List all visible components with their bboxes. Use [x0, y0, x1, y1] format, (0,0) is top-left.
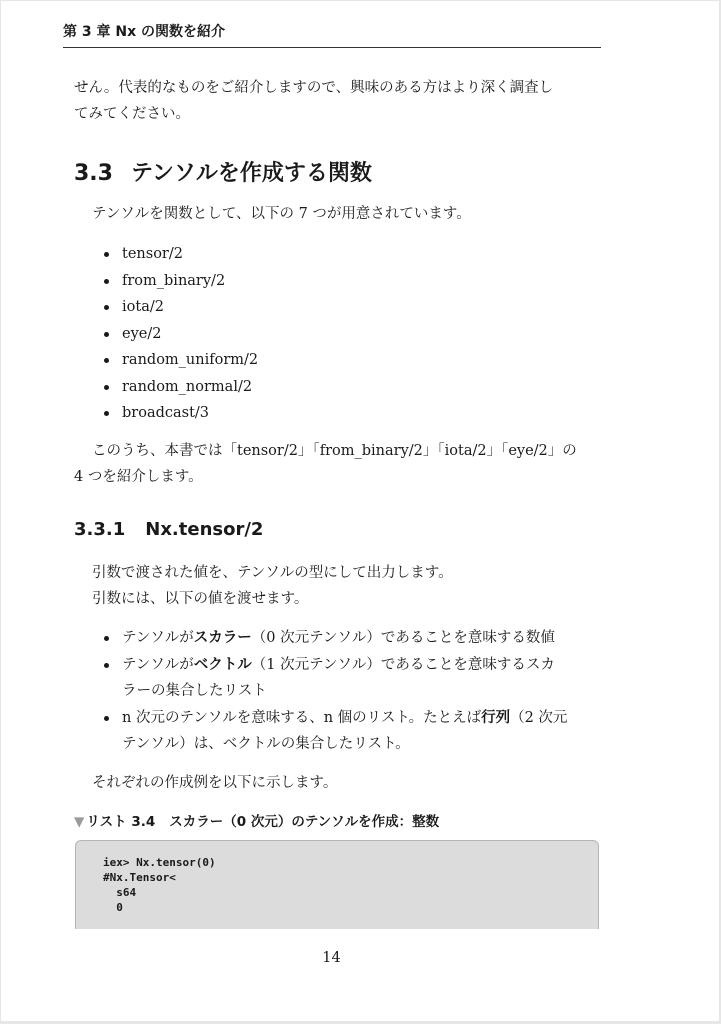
listing-caption — [74, 810, 439, 830]
bullet-icon — [104, 716, 109, 721]
subsection-heading — [74, 519, 263, 540]
intro-line-1: せん。代表的なものをご紹介しますので、興味のある方はより深く調査し — [74, 80, 554, 96]
running-header: 第 3 章 Nx の関数を紹介 — [63, 21, 601, 48]
summary-paragraph — [74, 438, 577, 490]
intro-line-2: てみてください。 — [74, 106, 190, 122]
list-item: iota/2 — [104, 294, 258, 321]
section-lead: テンソルを関数として、以下の 7 つが用意されています。 — [92, 206, 471, 222]
bullet-icon — [104, 332, 109, 337]
subsection-title: Nx.tensor/2 — [145, 519, 264, 540]
section-number: 3.3 — [74, 161, 113, 186]
subsection-paragraph — [92, 560, 453, 612]
summary-line-2: 4 つを紹介します。 — [74, 469, 203, 485]
list-item: random_normal/2 — [104, 374, 258, 401]
argument-list — [104, 625, 567, 758]
listing-title: スカラー（0 次元）のテンソルを作成：整数 — [169, 814, 440, 830]
list-item: テンソルがベクトル（1 次元テンソル）であることを意味するスカ ラーの集合したリスト — [104, 652, 567, 705]
bullet-icon — [104, 411, 109, 416]
code-block — [75, 840, 599, 929]
summary-line-1: このうち、本書では「tensor/2」「from_binary/2」「iota/2」「eye/2」の — [92, 443, 577, 459]
list-item: tensor/2 — [104, 241, 258, 268]
list-item: テンソルがスカラー（0 次元テンソル）であることを意味する数値 — [104, 625, 567, 652]
subsection-number: 3.3.1 — [74, 519, 126, 540]
list-item: n 次元のテンソルを意味する、n 個のリスト。たとえば行列（2 次元 テンソル）は、ベクトルの集合したリスト。 — [104, 705, 567, 758]
document-page — [1, 1, 719, 1021]
bullet-icon — [104, 252, 109, 257]
bullet-icon — [104, 663, 109, 668]
list-item: random_uniform/2 — [104, 347, 258, 374]
section-heading — [74, 156, 372, 187]
list-item: from_binary/2 — [104, 268, 258, 295]
page-number: 14 — [322, 950, 341, 966]
subsection-p2: 引数には、以下の値を渡せます。 — [92, 591, 309, 607]
bullet-icon — [104, 385, 109, 390]
bullet-icon — [104, 636, 109, 641]
bullet-icon — [104, 279, 109, 284]
triangle-down-icon: ▼ — [74, 814, 85, 830]
bullet-icon — [104, 305, 109, 310]
section-title: テンソルを作成する関数 — [130, 161, 372, 186]
term-matrix: 行列 — [481, 709, 511, 726]
term-scalar: スカラー — [193, 630, 252, 646]
closing-paragraph: それぞれの作成例を以下に示します。 — [92, 775, 338, 791]
listing-number: リスト 3.4 — [86, 814, 156, 830]
list-item: broadcast/3 — [104, 400, 258, 427]
subsection-p1: 引数で渡された値を、テンソルの型にして出力します。 — [92, 565, 453, 581]
intro-paragraph — [74, 75, 553, 127]
term-vector: ベクトル — [193, 656, 252, 673]
list-item: eye/2 — [104, 321, 258, 348]
function-list — [104, 241, 258, 427]
bullet-icon — [104, 358, 109, 363]
code-text: iex> Nx.tensor(0) #Nx.Tensor< s64 0 — [103, 856, 216, 914]
